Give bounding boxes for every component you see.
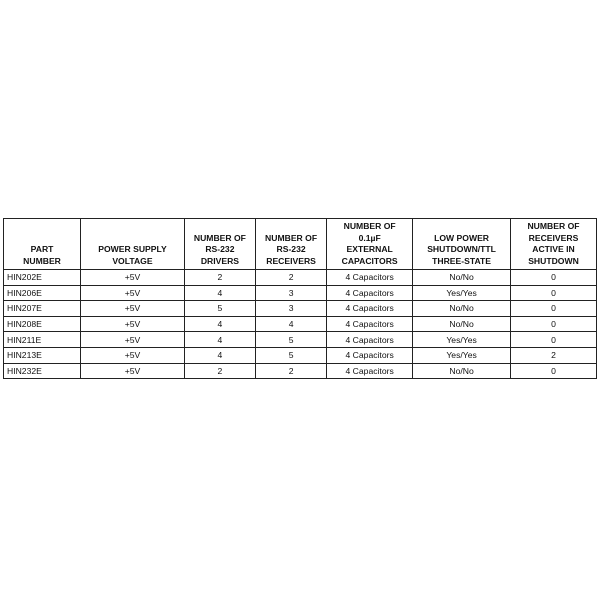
- table-cell: 4 Capacitors: [327, 332, 413, 348]
- comparison-table: [3, 218, 597, 379]
- table-cell: +5V: [81, 363, 185, 379]
- table-cell: 0: [510, 285, 596, 301]
- table-cell: 5: [184, 301, 255, 317]
- column-header: [81, 219, 185, 270]
- table-cell: 2: [184, 270, 255, 286]
- table-cell: 4: [184, 347, 255, 363]
- table-cell: +5V: [81, 332, 185, 348]
- part-number-cell: HIN206E: [4, 285, 81, 301]
- table-row: [4, 347, 597, 363]
- column-header-line: PART: [30, 244, 54, 254]
- table-cell: 4: [184, 332, 255, 348]
- column-header-line: NUMBER OF: [193, 232, 246, 243]
- table-cell: No/No: [413, 363, 511, 379]
- table-cell: +5V: [81, 316, 185, 332]
- table-row: [4, 270, 597, 286]
- table-cell: 4 Capacitors: [327, 270, 413, 286]
- column-header-line: RS-232: [276, 244, 306, 254]
- table-cell: 0: [510, 270, 596, 286]
- column-header-line: NUMBER OF: [343, 221, 396, 231]
- column-header: [510, 219, 596, 270]
- table-cell: 4 Capacitors: [327, 285, 413, 301]
- table-cell: No/No: [413, 270, 511, 286]
- column-header-line: VOLTAGE: [112, 255, 153, 266]
- column-header-line: LOW POWER: [434, 232, 490, 243]
- table-body: [4, 270, 597, 379]
- table-cell: 2: [256, 270, 327, 286]
- header-row: [4, 219, 597, 270]
- table-cell: 2: [256, 363, 327, 379]
- part-number-cell: HIN211E: [4, 332, 81, 348]
- part-number-cell: HIN207E: [4, 301, 81, 317]
- table-cell: 4 Capacitors: [327, 316, 413, 332]
- column-header: [256, 219, 327, 270]
- column-header-line: RECEIVERS: [266, 255, 316, 266]
- table-cell: +5V: [81, 285, 185, 301]
- column-header-line: ACTIVE IN: [532, 244, 575, 254]
- table-row: [4, 316, 597, 332]
- table-cell: Yes/Yes: [413, 347, 511, 363]
- table-cell: +5V: [81, 270, 185, 286]
- table-row: [4, 332, 597, 348]
- table-row: [4, 363, 597, 379]
- column-header-line: CAPACITORS: [341, 255, 398, 266]
- table-cell: 3: [256, 301, 327, 317]
- column-header-line: POWER SUPPLY: [98, 244, 167, 254]
- table-cell: 4: [184, 285, 255, 301]
- table-cell: 2: [184, 363, 255, 379]
- table-cell: 5: [256, 332, 327, 348]
- column-header: [413, 219, 511, 270]
- table-cell: 4 Capacitors: [327, 363, 413, 379]
- column-header-line: SHUTDOWN: [528, 255, 579, 266]
- column-header: [327, 219, 413, 270]
- part-number-cell: HIN208E: [4, 316, 81, 332]
- column-header-line: DRIVERS: [200, 255, 240, 266]
- column-header-line: NUMBER OF: [527, 221, 580, 231]
- part-number-cell: HIN213E: [4, 347, 81, 363]
- column-header-line: 0.1µF: [358, 232, 381, 243]
- column-header-line: RS-232: [205, 244, 235, 254]
- table-cell: 0: [510, 363, 596, 379]
- table-cell: Yes/Yes: [413, 332, 511, 348]
- table-row: [4, 301, 597, 317]
- table-header: [4, 219, 597, 270]
- table-cell: 0: [510, 301, 596, 317]
- column-header-line: SHUTDOWN/TTL: [427, 244, 496, 254]
- table-cell: 4 Capacitors: [327, 347, 413, 363]
- table-cell: 4: [256, 316, 327, 332]
- table-cell: 4: [184, 316, 255, 332]
- column-header-line: RECEIVERS: [528, 232, 579, 243]
- table-cell: 2: [510, 347, 596, 363]
- column-header-line: NUMBER OF: [265, 232, 318, 243]
- part-number-cell: HIN232E: [4, 363, 81, 379]
- table-cell: 0: [510, 316, 596, 332]
- table-cell: No/No: [413, 316, 511, 332]
- table-cell: Yes/Yes: [413, 285, 511, 301]
- column-header: [184, 219, 255, 270]
- column-header-line: THREE-STATE: [432, 255, 491, 266]
- table-cell: No/No: [413, 301, 511, 317]
- table-cell: 3: [256, 285, 327, 301]
- table-row: [4, 285, 597, 301]
- column-header-line: EXTERNAL: [346, 244, 393, 254]
- table-cell: 0: [510, 332, 596, 348]
- table-cell: 4 Capacitors: [327, 301, 413, 317]
- table-cell: +5V: [81, 301, 185, 317]
- part-number-cell: HIN202E: [4, 270, 81, 286]
- column-header-line: NUMBER: [23, 255, 61, 266]
- table-cell: +5V: [81, 347, 185, 363]
- table-cell: 5: [256, 347, 327, 363]
- column-header: [4, 219, 81, 270]
